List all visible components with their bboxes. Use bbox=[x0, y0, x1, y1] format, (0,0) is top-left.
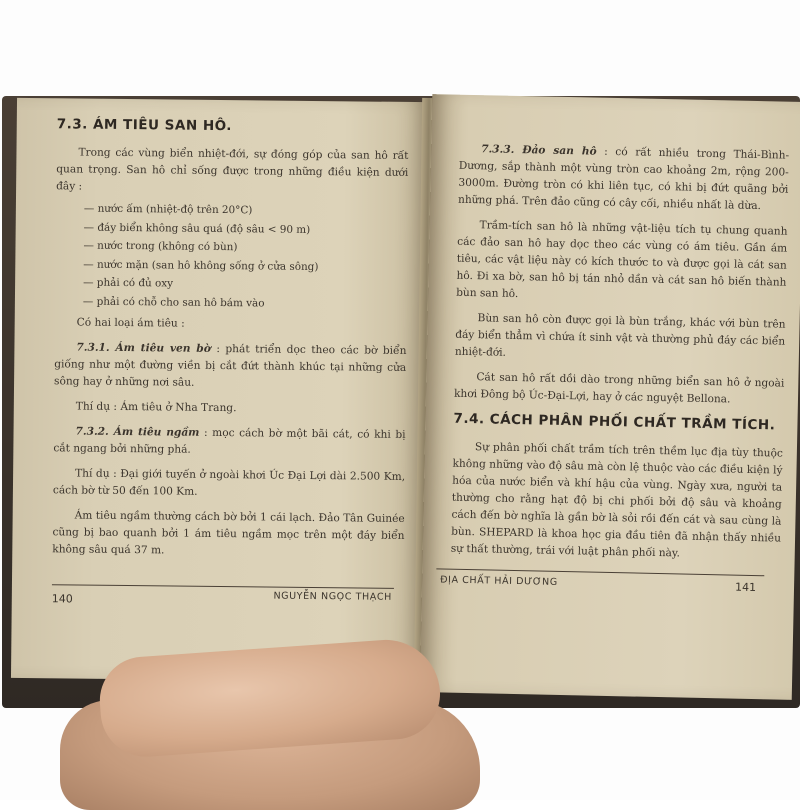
running-footer-title: ĐỊA CHẤT HẢI DƯƠNG bbox=[440, 574, 558, 588]
subsection-text: : phát triển dọc theo các bờ biển giống như một đường viền bị cắt đứt thành khúc tại những cửa sông hay ở những nơi sâu. bbox=[54, 342, 407, 389]
condition-item: — đáy biển không sâu quá (độ sâu < 90 m) bbox=[84, 218, 408, 240]
condition-item: — nước ấm (nhiệt-độ trên 20°C) bbox=[84, 200, 408, 222]
section-heading-7-4: 7.4. CÁCH PHÂN PHỐI CHẤT TRẦM TÍCH. bbox=[453, 410, 776, 434]
example-line: Thí dụ : Ám tiêu ở Nha Trang. bbox=[75, 400, 237, 415]
paragraph: Trầm-tích san hô là những vật-liệu tích tụ chung quanh các đảo san hô hay dọc theo các vùng có ám tiêu. Gần ám tiêu, các vật liệu này có kích thước to và được gọi là cát san hô. Đi xa bờ, san hô bị tán nhỏ dần và cát san hô biến thành bùn san hô. bbox=[456, 219, 788, 301]
section-heading-7-3: 7.3. ÁM TIÊU SAN HÔ. bbox=[56, 116, 233, 135]
subsection-text: : có rất nhiều trong Thái-Bình-Dương, sắp thành một vùng tròn cao khoảng 2m, rộng 200-3000m. Đường tròn có khi liên tục, có khi bị đứt quãng bởi những phá. Trên đảo cũng có cây cối, nhiều nhất là dừa. bbox=[457, 145, 790, 213]
paragraph: Bùn san hô còn được gọi là bùn trắng, khác với bùn trên đáy biển thẳm vì chứa ít sinh vật và thường phủ đáy các biển nhiệt-đới. bbox=[454, 312, 786, 359]
page-footer bbox=[11, 576, 422, 640]
condition-item: — phải có đủ oxy bbox=[83, 274, 407, 296]
intro-paragraph: Trong các vùng biển nhiệt-đới, sự đóng góp của san hô rất quan trọng. San hô chỉ sống được trong những điều kiện dưới đây : bbox=[56, 146, 409, 193]
condition-item: — phải có chỗ cho san hô bám vào bbox=[83, 292, 407, 314]
paragraph: Ám tiêu ngầm thường cách bờ bởi 1 cái lạch. Đảo Tân Guinée cũng bị bao quanh bởi 1 ám tiêu ngầm mọc trên một đáy biển không sâu quá 37 m. bbox=[52, 509, 405, 557]
paragraph: Cát san hô rất dồi dào trong những biển san hô ở ngoài khơi Đông bộ Úc-Đại-Lợi, hay ở các nguyệt Bellona. bbox=[453, 371, 785, 406]
subsection-title: 7.3.3. Đảo san hô bbox=[481, 143, 597, 158]
condition-item: — nước mặn (san hô không sống ở cửa sông) bbox=[83, 255, 407, 277]
subsection-7-3-1 bbox=[54, 339, 407, 394]
two-types-line: Có hai loại ám tiêu : bbox=[76, 316, 185, 330]
subsection-title: 7.3.1. Ám tiêu ven bờ bbox=[76, 341, 211, 355]
left-page bbox=[11, 98, 427, 682]
paragraph: Sự phân phối chất trầm tích trên thềm lục địa tùy thuộc không những vào độ sâu mà còn lệ thuộc vào các điều kiện lý hóa của nước biển và khí hậu của vùng. Ngày xưa, người ta thường cho rằng hạt độ bị chi phối bởi độ sâu và khoảng cách đến bờ nghĩa là gần bờ là sỏi rồi đến cát và sau cùng là bùn. SHEPARD là khoa học gia đầu tiên đã nhận thấy nhiều sự thất thường, trái với luật phân phối này. bbox=[450, 441, 783, 560]
right-page bbox=[420, 94, 800, 700]
example-line: Thí dụ : Đại giới tuyến ở ngoài khơi Úc Đại Lợi dài 2.500 Km, cách bờ từ 50 đến 100 Km. bbox=[52, 467, 406, 498]
page-number: 140 bbox=[51, 592, 73, 606]
condition-item: — nước trong (không có bùn) bbox=[83, 237, 407, 259]
subsection-text: : mọc cách bờ một bãi cát, có khi bị cắt ngang bởi những phá. bbox=[53, 426, 406, 456]
conditions-list bbox=[83, 200, 408, 314]
running-footer-author: NGUYỄN NGỌC THẠCH bbox=[273, 590, 392, 603]
subsection-7-3-3 bbox=[458, 141, 789, 216]
subsection-title: 7.3.2. Ám tiêu ngầm bbox=[75, 425, 200, 439]
page-footer bbox=[421, 572, 794, 640]
subsection-7-3-2 bbox=[53, 423, 405, 461]
page-number: 141 bbox=[734, 580, 757, 595]
